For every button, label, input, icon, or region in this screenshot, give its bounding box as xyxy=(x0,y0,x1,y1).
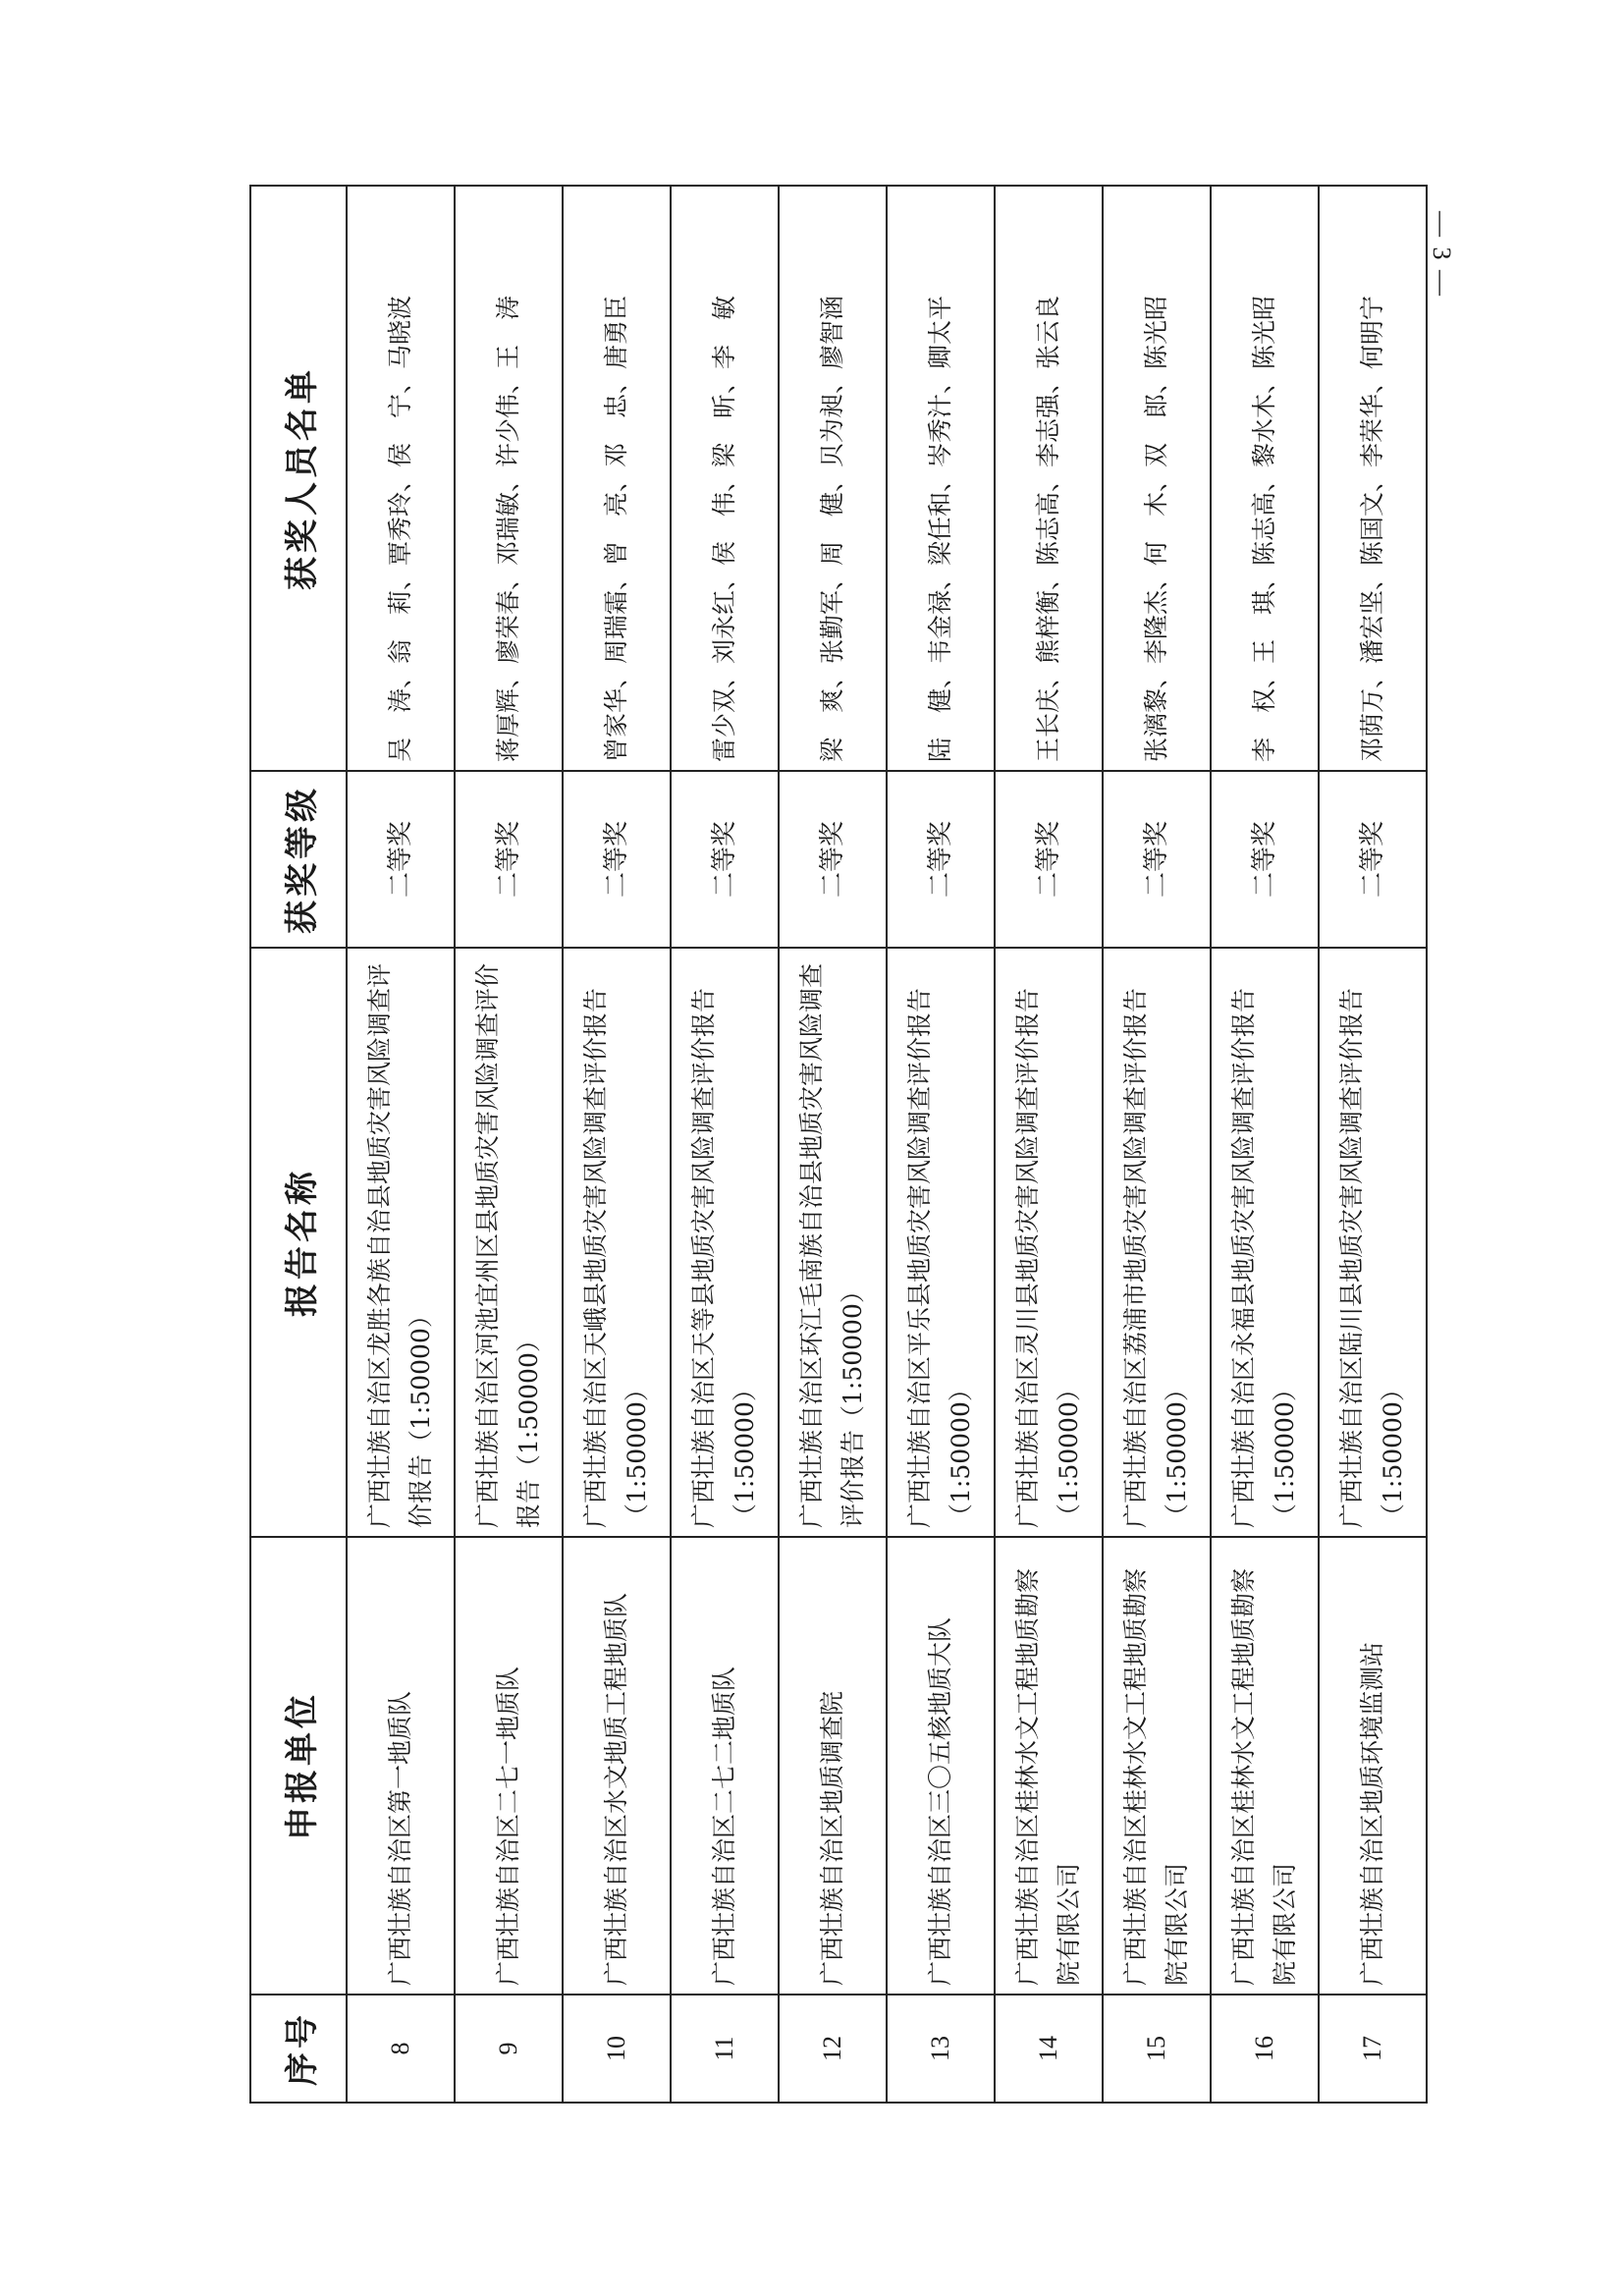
row-report: 广西壮族自治区环江毛南族自治县地质灾害风险调查评价报告（1:50000） xyxy=(779,948,887,1537)
row-grade: 二等奖 xyxy=(1319,771,1427,948)
row-grade: 二等奖 xyxy=(779,771,887,948)
row-grade: 二等奖 xyxy=(1103,771,1211,948)
row-unit: 广西壮族自治区桂林水文工程地质勘察院有限公司 xyxy=(1103,1537,1211,1995)
table-row xyxy=(1211,186,1319,2103)
row-no: 10 xyxy=(563,1995,671,2103)
header-people: 获奖人员名单 xyxy=(250,186,347,771)
row-report: 广西壮族自治区荔浦市地质灾害风险调查评价报告（1:50000） xyxy=(1103,948,1211,1537)
row-people: 张漓黎、李隆杰、何 木、双 郎、陈光昭 xyxy=(1103,186,1211,771)
row-people: 王长庆、熊梓衡、陈志高、李志强、张云良 xyxy=(995,186,1103,771)
row-grade: 二等奖 xyxy=(887,771,995,948)
row-unit: 广西壮族自治区三〇五核地质大队 xyxy=(887,1537,995,1995)
table-row xyxy=(887,186,995,2103)
row-report: 广西壮族自治区永福县地质灾害风险调查评价报告（1:50000） xyxy=(1211,948,1319,1537)
row-unit: 广西壮族自治区桂林水文工程地质勘察院有限公司 xyxy=(1211,1537,1319,1995)
table-row xyxy=(671,186,779,2103)
row-report: 广西壮族自治区天峨县地质灾害风险调查评价报告（1:50000） xyxy=(563,948,671,1537)
table-row xyxy=(347,186,455,2103)
row-unit: 广西壮族自治区地质环境监测站 xyxy=(1319,1537,1427,1995)
row-unit: 广西壮族自治区桂林水文工程地质勘察院有限公司 xyxy=(995,1537,1103,1995)
row-report: 广西壮族自治区平乐县地质灾害风险调查评价报告（1:50000） xyxy=(887,948,995,1537)
page-number: — 3 — xyxy=(1428,211,1456,298)
row-unit: 广西壮族自治区二七一地质队 xyxy=(455,1537,563,1995)
table-row xyxy=(779,186,887,2103)
row-unit: 广西壮族自治区地质调查院 xyxy=(779,1537,887,1995)
row-people: 李 权、王 琪、陈志高、黎水木、陈光昭 xyxy=(1211,186,1319,771)
header-grade: 获奖等级 xyxy=(250,771,347,948)
row-no: 9 xyxy=(455,1995,563,2103)
row-grade: 二等奖 xyxy=(995,771,1103,948)
row-people: 曾家华、周瑞霜、曾 亮、邓 忠、唐勇臣 xyxy=(563,186,671,771)
row-no: 14 xyxy=(995,1995,1103,2103)
header-report: 报告名称 xyxy=(250,948,347,1537)
row-no: 16 xyxy=(1211,1995,1319,2103)
row-unit: 广西壮族自治区二七二地质队 xyxy=(671,1537,779,1995)
table-row xyxy=(1319,186,1427,2103)
row-grade: 二等奖 xyxy=(1211,771,1319,948)
row-no: 17 xyxy=(1319,1995,1427,2103)
table-row xyxy=(563,186,671,2103)
row-people: 雷少双、刘永红、侯 伟、梁 昕、李 敏 xyxy=(671,186,779,771)
row-grade: 二等奖 xyxy=(563,771,671,948)
row-no: 12 xyxy=(779,1995,887,2103)
row-report: 广西壮族自治区龙胜各族自治县地质灾害风险调查评价报告（1:50000） xyxy=(347,948,455,1537)
header-no: 序号 xyxy=(250,1995,347,2103)
row-no: 11 xyxy=(671,1995,779,2103)
table-row xyxy=(995,186,1103,2103)
row-grade: 二等奖 xyxy=(347,771,455,948)
row-people: 陆 健、韦金禄、梁任和、岑秀汁、卿太平 xyxy=(887,186,995,771)
row-people: 梁 爽、张勤军、周 健、贝为昶、廖智涵 xyxy=(779,186,887,771)
row-people: 吴 涛、翁 莉、覃秀玲、侯 宁、马晓波 xyxy=(347,186,455,771)
award-table-rotated xyxy=(249,187,1407,2104)
table-header-row xyxy=(250,186,347,2103)
row-no: 13 xyxy=(887,1995,995,2103)
row-grade: 二等奖 xyxy=(455,771,563,948)
row-no: 8 xyxy=(347,1995,455,2103)
table-row xyxy=(455,186,563,2103)
row-people: 蒋厚辉、廖荣春、邓瑞敏、许少伟、王 涛 xyxy=(455,186,563,771)
table-row xyxy=(1103,186,1211,2103)
award-table xyxy=(249,185,1428,2104)
row-grade: 二等奖 xyxy=(671,771,779,948)
row-unit: 广西壮族自治区水文地质工程地质队 xyxy=(563,1537,671,1995)
row-no: 15 xyxy=(1103,1995,1211,2103)
row-unit: 广西壮族自治区第一地质队 xyxy=(347,1537,455,1995)
row-report: 广西壮族自治区陆川县地质灾害风险调查评价报告（1:50000） xyxy=(1319,948,1427,1537)
row-people: 邓荫万、潘宏坚、陈国文、李荣华、何明宁 xyxy=(1319,186,1427,771)
row-report: 广西壮族自治区河池宜州区县地质灾害风险调查评价报告（1:50000） xyxy=(455,948,563,1537)
row-report: 广西壮族自治区灵川县地质灾害风险调查评价报告（1:50000） xyxy=(995,948,1103,1537)
row-report: 广西壮族自治区天等县地质灾害风险调查评价报告（1:50000） xyxy=(671,948,779,1537)
header-unit: 申报单位 xyxy=(250,1537,347,1995)
